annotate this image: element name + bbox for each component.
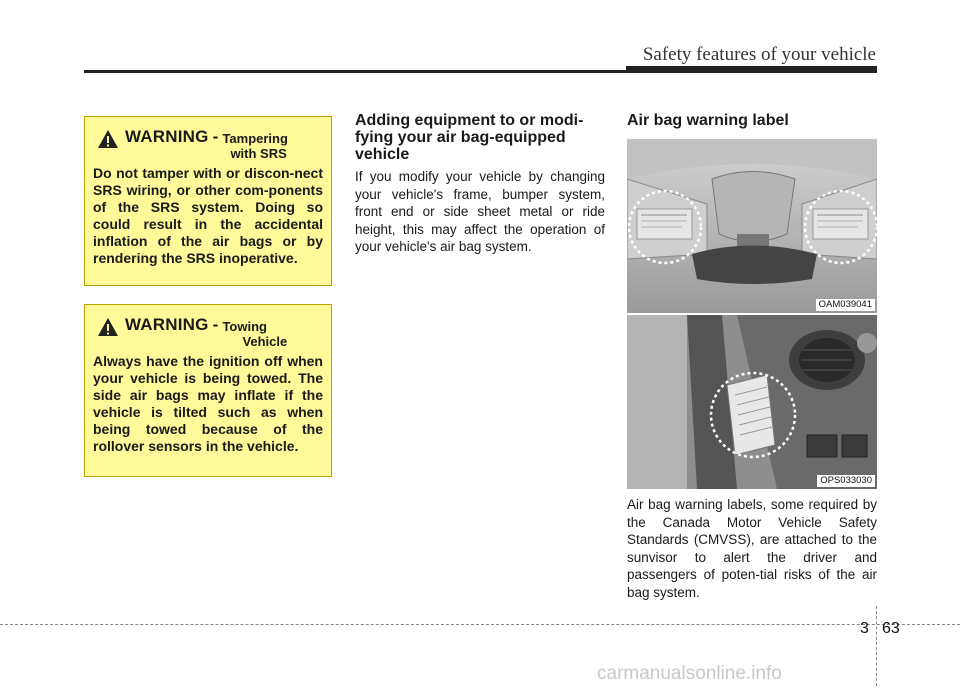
warning-body: Do not tamper with or discon-nect SRS wiring, or other com-ponents of the SRS system. Doing so could result in the accidental inflation of the air bags or by rendering the SRS inoperative. — [93, 165, 323, 266]
page-number: 63 — [882, 620, 900, 637]
door-pillar-illustration — [627, 315, 877, 489]
warning-triangle-icon — [97, 317, 119, 337]
watermark: carmanualsonline.info — [597, 663, 782, 684]
warning-body: Always have the ignition off when your vehicle is being towed. The side air bags may inflate if the vehicle is tilted such as when being towed because of the rollover sensors in the vehicle. — [93, 353, 323, 454]
warning-subtitle-line2: Vehicle — [242, 334, 288, 349]
warning-word: WARNING — [125, 127, 209, 146]
footer-divider — [876, 606, 877, 686]
warning-subtitle-line1: Tampering — [222, 131, 288, 146]
door-pillar-photo — [627, 315, 877, 489]
warning-subtitle-line1: Towing — [222, 319, 267, 334]
chapter-number: 3 — [860, 620, 869, 637]
warning-subtitle-line2: with SRS — [230, 146, 287, 161]
adding-equipment-heading: Adding equipment to or modi-fying your air bag-equipped vehicle — [355, 112, 584, 163]
warning-word: WARNING — [125, 315, 209, 334]
warning-subtitle — [222, 319, 287, 349]
running-header-title: Safety features of your vehicle — [642, 44, 876, 65]
header-rule-tab — [626, 66, 877, 73]
footer-rule — [0, 624, 960, 625]
warning-label-heading: Air bag warning label — [627, 112, 789, 129]
sunvisor-illustration — [627, 139, 877, 313]
warning-label-body: Air bag warning labels, some required by the Canada Motor Vehicle Safety Standards (CMVSS), are attached to the sunvisor to alert the driver and passengers of poten-tial risks of the air bag system. — [627, 497, 877, 600]
warning-header — [97, 315, 323, 349]
warning-header — [97, 127, 323, 161]
warning-dash: - — [212, 315, 219, 334]
sunvisor-photo — [627, 139, 877, 313]
warning-dash: - — [212, 127, 219, 146]
warning-subtitle — [222, 131, 288, 161]
warning-box-tampering — [84, 116, 332, 286]
photo-code: OAM039041 — [816, 299, 875, 311]
photo-code: OPS033030 — [817, 475, 875, 487]
adding-equipment-body: If you modify your vehicle by changing your vehicle's frame, bumper system, front end or side sheet metal or ride height, this may affect the operation of your vehicle's air bag system. — [355, 169, 605, 254]
warning-triangle-icon — [97, 129, 119, 149]
warning-box-towing — [84, 304, 332, 477]
